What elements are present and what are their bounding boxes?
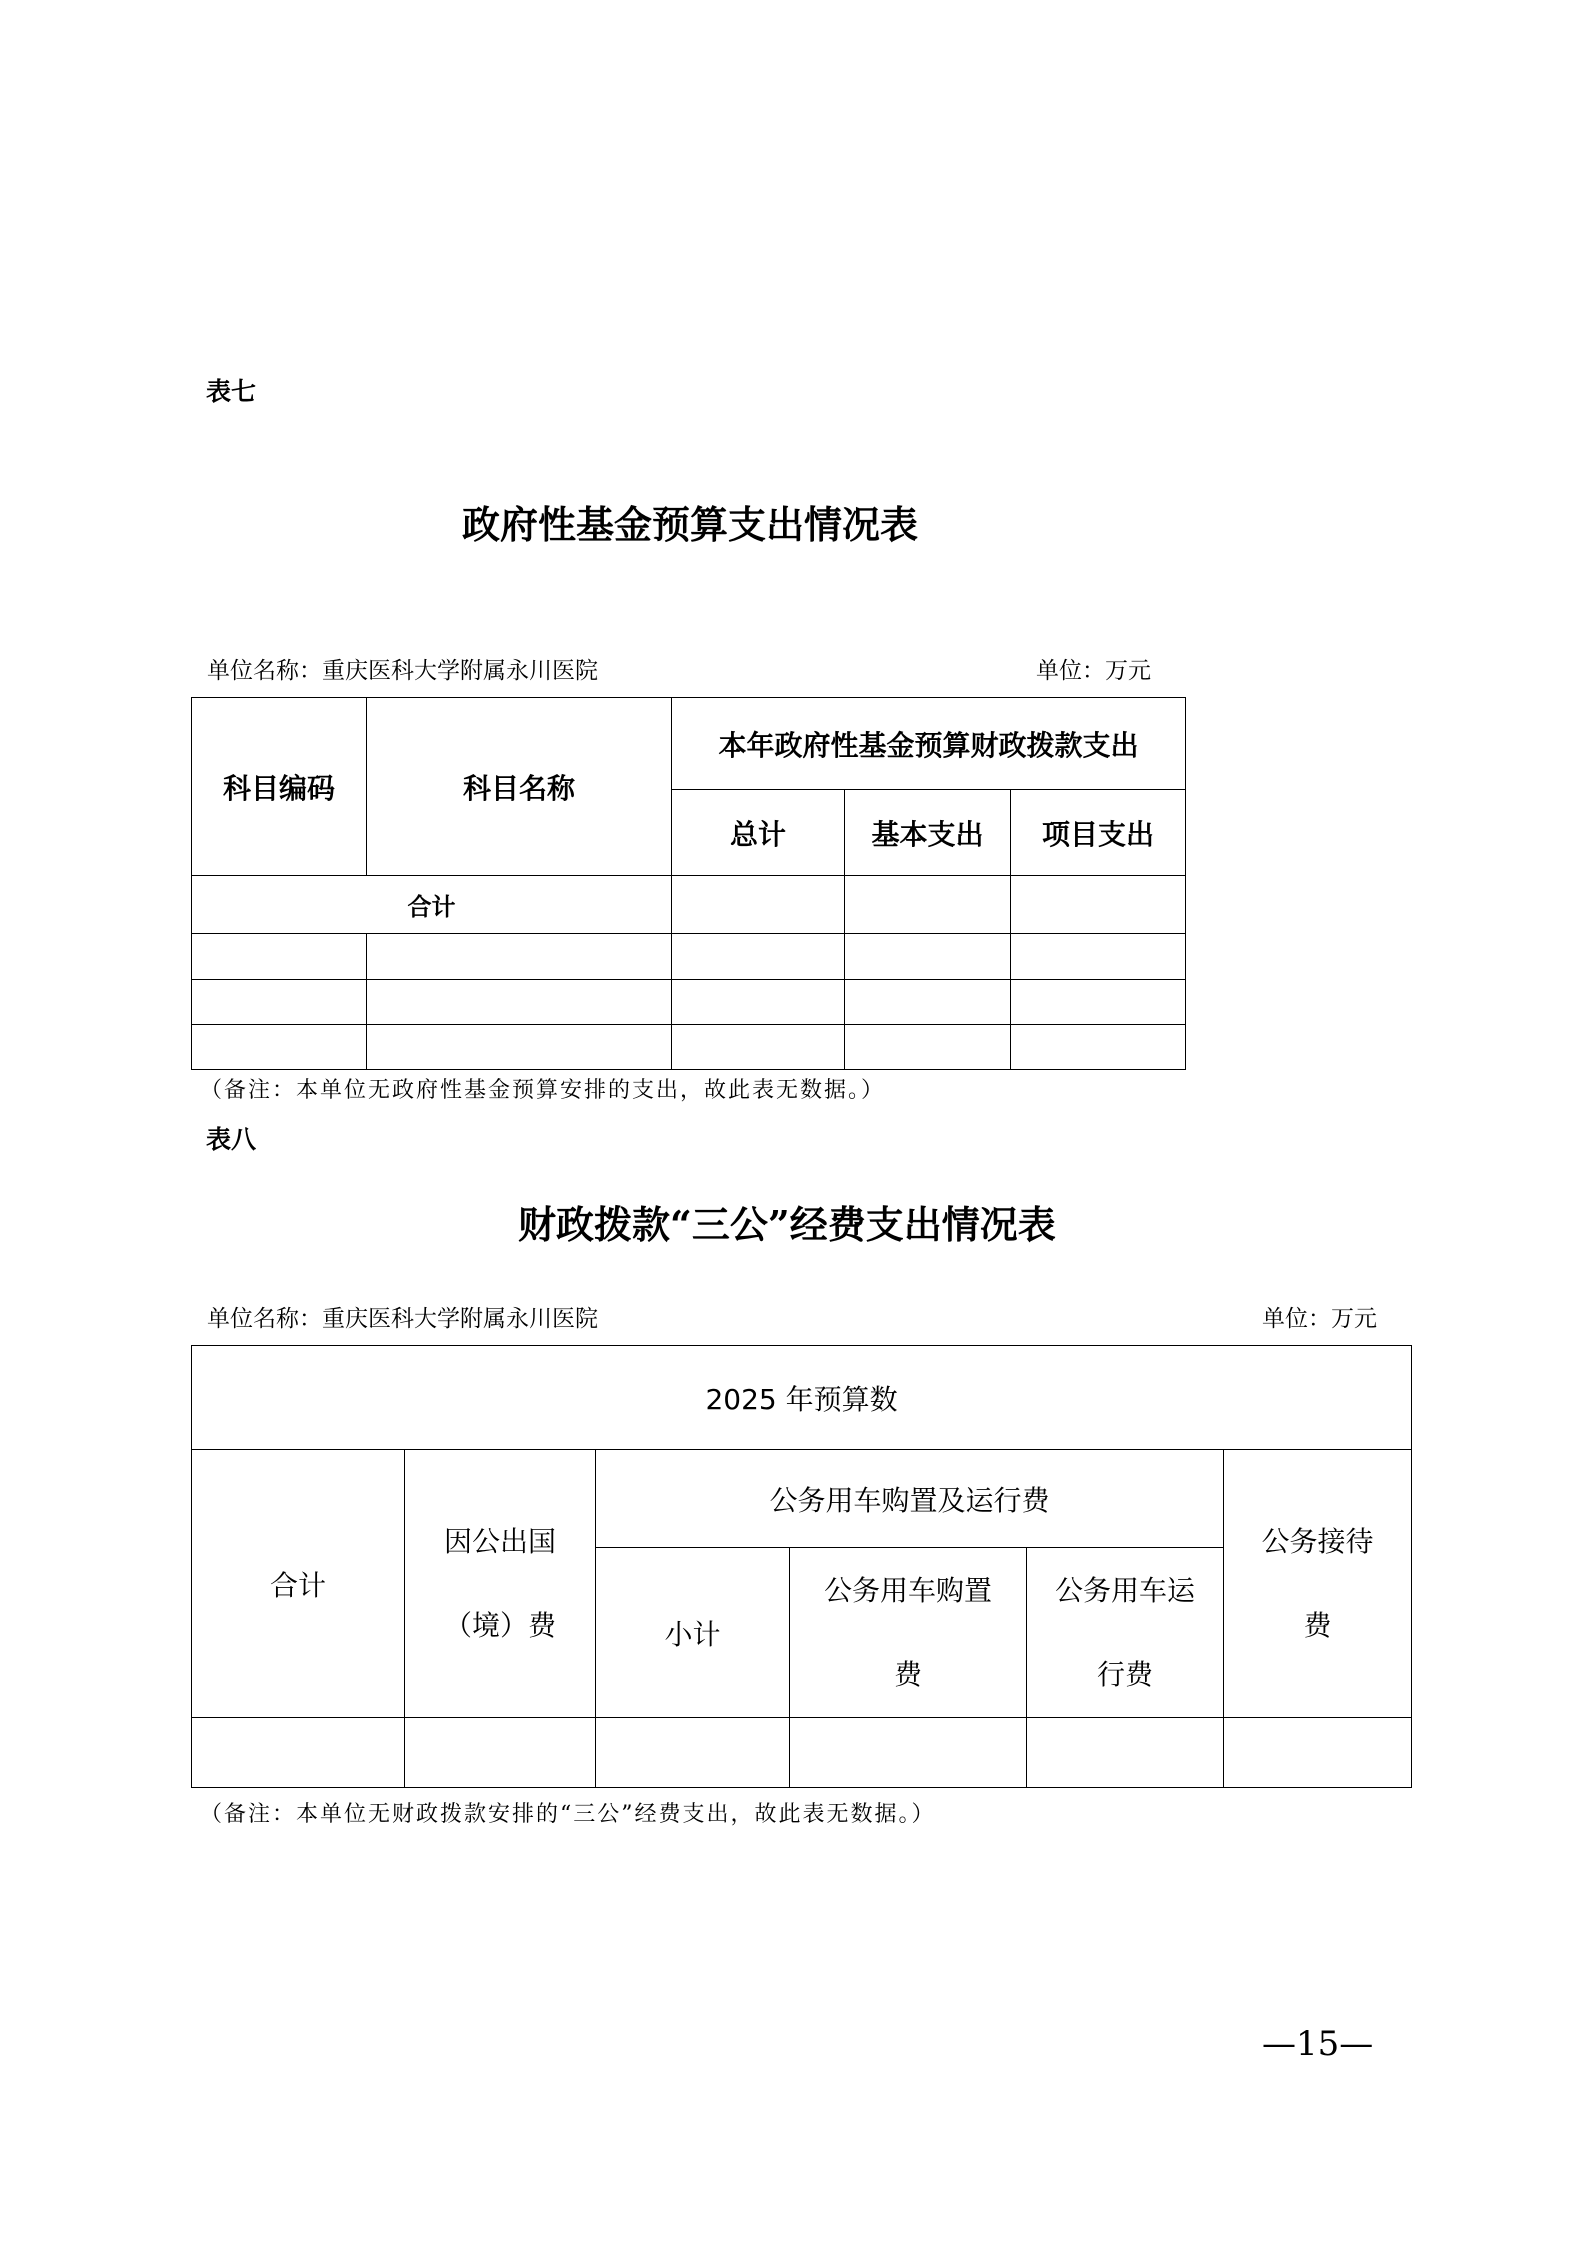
table7-total-label: 合计 <box>192 876 672 934</box>
table8-header-abroad-line1: 因公出国 <box>443 1524 556 1558</box>
table8-header-abroad <box>405 1450 596 1718</box>
table-cell <box>367 1025 672 1070</box>
table8-label: 表八 <box>206 1125 257 1154</box>
table8-header-vehicle-purchase-line2: 费 <box>893 1657 922 1691</box>
table8-header-total: 合计 <box>192 1450 405 1718</box>
table7-header-project: 项目支出 <box>1011 790 1186 876</box>
table8-header-vehicle-operation-line2: 行费 <box>1096 1657 1153 1691</box>
table8-header-abroad-line2: （境）费 <box>443 1608 556 1642</box>
table-cell <box>1011 980 1186 1025</box>
table8 <box>191 1345 1412 1788</box>
table-cell <box>1011 934 1186 980</box>
table-row <box>192 1025 1186 1070</box>
table7-header-group: 本年政府性基金预算财政拨款支出 <box>672 698 1186 790</box>
table8-title: 财政拨款“三公”经费支出情况表 <box>518 1202 1056 1247</box>
table-cell <box>845 980 1011 1025</box>
table7-header-total: 总计 <box>672 790 845 876</box>
table-cell <box>790 1718 1027 1788</box>
table-cell <box>845 934 1011 980</box>
table-cell <box>672 934 845 980</box>
table-cell <box>845 876 1011 934</box>
table-cell <box>1011 1025 1186 1070</box>
table8-header-vehicle-operation <box>1027 1548 1224 1718</box>
table-cell <box>672 980 845 1025</box>
table-cell <box>672 876 845 934</box>
table-cell <box>1011 876 1186 934</box>
table8-header-reception-line1: 公务接待 <box>1261 1524 1374 1558</box>
table-row <box>192 1718 1412 1788</box>
table7-note: （备注：本单位无政府性基金预算安排的支出，故此表无数据。） <box>200 1078 886 1103</box>
table-cell <box>672 1025 845 1070</box>
table8-note: （备注：本单位无财政拨款安排的“三公”经费支出，故此表无数据。） <box>200 1802 936 1827</box>
table7-unit: 单位：万元 <box>1036 658 1151 684</box>
table8-header-reception <box>1224 1450 1412 1718</box>
table7-unit-name: 单位名称：重庆医科大学附属永川医院 <box>207 658 598 684</box>
table-row <box>192 980 1186 1025</box>
table8-header-year: 2025 年预算数 <box>192 1346 1412 1450</box>
table7-label: 表七 <box>206 377 257 406</box>
table8-header-vehicle-group: 公务用车购置及运行费 <box>596 1450 1224 1548</box>
table-cell <box>596 1718 790 1788</box>
table8-header-subtotal: 小计 <box>596 1548 790 1718</box>
table7-total-row <box>192 876 1186 934</box>
table8-unit: 单位：万元 <box>1262 1306 1377 1332</box>
table-cell <box>367 934 672 980</box>
table-cell <box>192 1718 405 1788</box>
table7 <box>191 697 1186 1070</box>
table-cell <box>192 1025 367 1070</box>
table-cell <box>405 1718 596 1788</box>
table8-header-vehicle-operation-line1: 公务用车运 <box>1054 1573 1195 1607</box>
table7-header-basic: 基本支出 <box>845 790 1011 876</box>
table-cell <box>192 934 367 980</box>
table7-title: 政府性基金预算支出情况表 <box>462 502 919 547</box>
table-row <box>192 934 1186 980</box>
table8-unit-name: 单位名称：重庆医科大学附属永川医院 <box>207 1306 598 1332</box>
table-cell <box>845 1025 1011 1070</box>
table-cell <box>1027 1718 1224 1788</box>
table-cell <box>1224 1718 1412 1788</box>
page-number: —15— <box>1262 2024 1374 2064</box>
table-cell <box>192 980 367 1025</box>
table7-header-name: 科目名称 <box>367 698 672 876</box>
table7-header-code: 科目编码 <box>192 698 367 876</box>
table8-header-reception-line2: 费 <box>1303 1608 1332 1642</box>
table-cell <box>367 980 672 1025</box>
table8-header-vehicle-purchase <box>790 1548 1027 1718</box>
table8-header-vehicle-purchase-line1: 公务用车购置 <box>823 1573 992 1607</box>
